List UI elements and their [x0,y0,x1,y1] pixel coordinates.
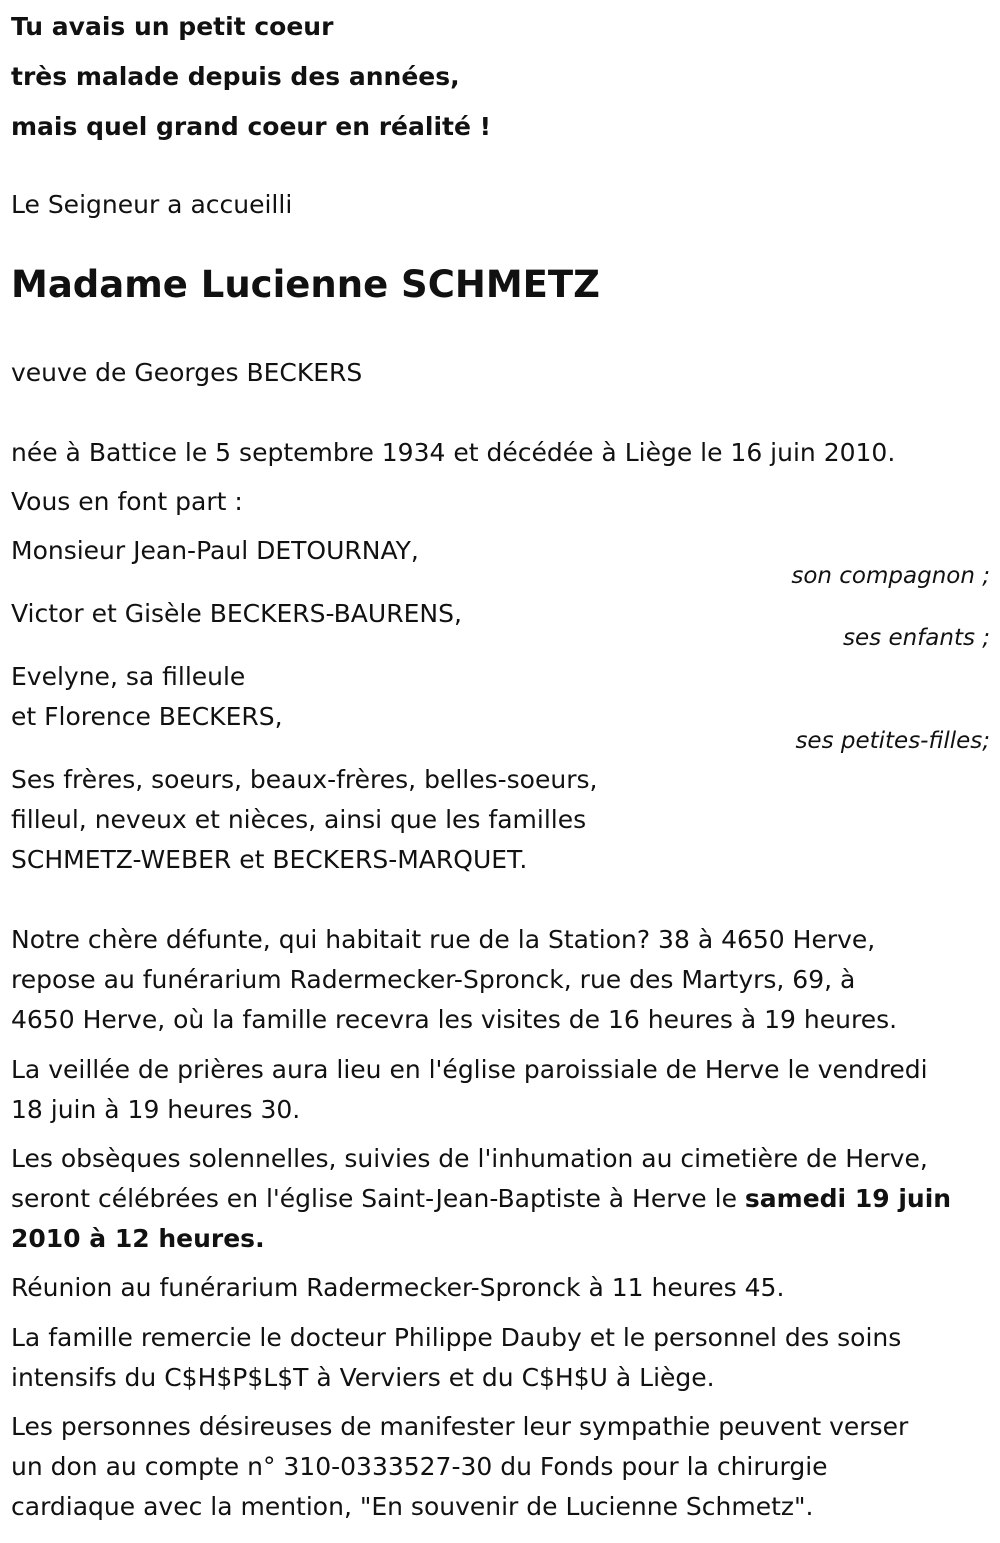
intro-text: Le Seigneur a accueilli [11,190,293,219]
deceased-name: Madame Lucienne SCHMETZ [11,263,600,306]
funeral-line [11,1219,986,1259]
widow-text: veuve de Georges BECKERS [11,358,363,387]
funeral-time: 2010 à 12 heures. [11,1224,265,1253]
funeral-line: Les obsèques solennelles, suivies de l'inhumation au cimetière de Herve, [11,1144,928,1173]
granddaughters-role: ses petites-filles; [795,728,990,754]
donation-paragraph [11,1407,986,1527]
funeral-paragraph [11,1139,986,1259]
meeting-text: Réunion au funérarium Radermecker-Spronck à 11 heures 45. [11,1273,785,1302]
funeral-line-text: seront célébrées en l'église Saint-Jean-Baptiste à Herve le [11,1184,745,1213]
other-family-line: Ses frères, soeurs, beaux-frères, belles-soeurs, [11,765,598,794]
residence-line: 4650 Herve, où la famille recevra les visites de 16 heures à 19 heures. [11,1005,898,1034]
birth-death-text: née à Battice le 5 septembre 1934 et décédée à Liège le 16 juin 2010. [11,438,896,467]
granddaughter-1: Evelyne, sa filleule [11,662,246,691]
companion-name: Monsieur Jean-Paul DETOURNAY, [11,536,419,565]
vigil-line: La veillée de prières aura lieu en l'église paroissiale de Herve le vendredi [11,1055,928,1084]
thanks-line: intensifs du C$H$P$L$T à Verviers et du C$H$U à Liège. [11,1363,715,1392]
granddaughter-2: et Florence BECKERS, [11,702,283,731]
other-family-line: filleul, neveux et nièces, ainsi que les familles [11,805,587,834]
announce-text: Vous en font part : [11,487,243,516]
thanks-line: La famille remercie le docteur Philippe Dauby et le personnel des soins [11,1323,902,1352]
children-name: Victor et Gisèle BECKERS-BAURENS, [11,599,462,628]
donation-line: Les personnes désireuses de manifester leur sympathie peuvent verser [11,1412,909,1441]
thanks-paragraph [11,1318,986,1398]
other-family [11,760,986,880]
opening-poem [11,2,911,152]
funeral-line [11,1179,986,1219]
other-family-line: SCHMETZ-WEBER et BECKERS-MARQUET. [11,845,528,874]
poem-line: très malade depuis des années, [11,62,460,91]
poem-line: Tu avais un petit coeur [11,12,334,41]
residence-paragraph [11,920,986,1040]
donation-line: cardiaque avec la mention, "En souvenir de Lucienne Schmetz". [11,1492,814,1521]
funeral-date: samedi 19 juin [744,1184,952,1213]
poem-line: mais quel grand coeur en réalité ! [11,112,492,141]
children-role: ses enfants ; [843,625,990,651]
vigil-line: 18 juin à 19 heures 30. [11,1095,301,1124]
vigil-paragraph [11,1050,986,1130]
residence-line: Notre chère défunte, qui habitait rue de la Station? 38 à 4650 Herve, [11,925,876,954]
donation-line: un don au compte n° 310-0333527-30 du Fonds pour la chirurgie [11,1452,828,1481]
companion-role: son compagnon ; [791,563,990,589]
residence-line: repose au funérarium Radermecker-Spronck, rue des Martyrs, 69, à [11,965,856,994]
